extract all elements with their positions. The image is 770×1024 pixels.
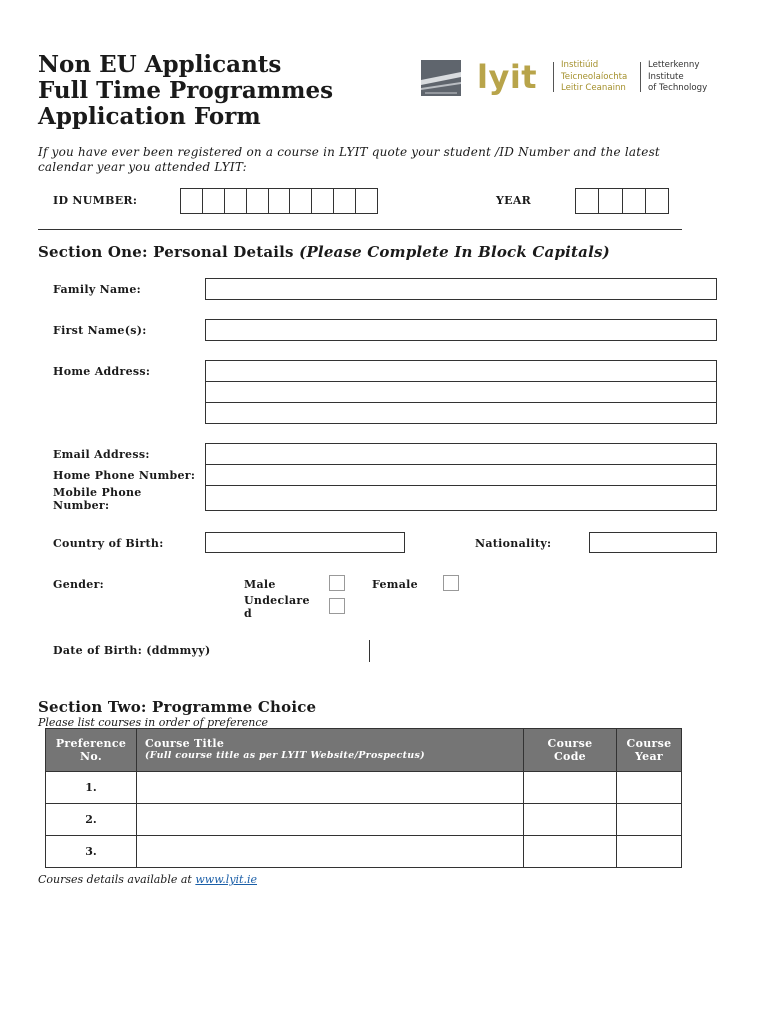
courses-footer-text: Courses details available at [38, 873, 196, 886]
logo-english-line-1: Letterkenny [648, 60, 700, 70]
country-of-birth-field[interactable] [205, 532, 405, 553]
course-year-header-line-1: Course [626, 737, 672, 750]
undeclared-label [244, 594, 310, 620]
course-title-cell[interactable] [137, 804, 524, 836]
home-address-label: Home Address: [53, 365, 151, 378]
course-code-cell[interactable] [524, 804, 617, 836]
preference-number: 3. [46, 836, 137, 868]
country-of-birth-label: Country of Birth: [53, 537, 164, 550]
title-line-1: Non EU Applicants [38, 51, 282, 78]
section-two-heading: Section Two: Programme Choice [38, 698, 317, 716]
year-digit-box[interactable] [599, 189, 622, 213]
logo-irish-line-1: Institiúid [561, 60, 599, 70]
gender-label: Gender: [53, 578, 105, 591]
id-digit-box[interactable] [356, 189, 377, 213]
year-boxes[interactable] [575, 188, 669, 214]
id-number-boxes[interactable] [180, 188, 378, 214]
year-digit-box[interactable] [623, 189, 646, 213]
table-row [46, 836, 682, 868]
course-title-cell[interactable] [137, 836, 524, 868]
course-year-cell[interactable] [617, 836, 682, 868]
table-row [46, 804, 682, 836]
id-digit-box[interactable] [247, 189, 269, 213]
undeclared-checkbox[interactable] [329, 598, 345, 614]
nationality-field[interactable] [589, 532, 717, 553]
dob-field[interactable] [369, 640, 370, 662]
section-one-heading [38, 243, 610, 261]
table-header-row [46, 729, 682, 772]
course-code-cell[interactable] [524, 836, 617, 868]
lyit-website-link[interactable]: www.lyit.ie [195, 873, 257, 886]
preference-number: 2. [46, 804, 137, 836]
course-year-header-line-2: Year [634, 750, 664, 763]
preference-header-line-2: No. [80, 750, 102, 763]
email-label: Email Address: [53, 448, 150, 461]
logo-english-line-3: of Technology [648, 83, 708, 93]
logo-irish-text [561, 60, 627, 95]
year-digit-box[interactable] [646, 189, 668, 213]
home-address-line-2[interactable] [205, 381, 717, 403]
nationality-label: Nationality: [475, 537, 552, 550]
home-phone-label: Home Phone Number: [53, 469, 196, 482]
first-name-label: First Name(s): [53, 324, 147, 337]
course-year-column-header [617, 729, 682, 772]
course-title-column-header [137, 729, 524, 772]
lyit-wordmark: lyit [477, 58, 538, 96]
logo-irish-line-2: Teicneolaíochta [561, 71, 628, 82]
year-digit-box[interactable] [576, 189, 599, 213]
logo-divider [553, 62, 554, 92]
mobile-phone-label [53, 486, 142, 512]
course-title-cell[interactable] [137, 772, 524, 804]
male-checkbox[interactable] [329, 575, 345, 591]
first-name-field[interactable] [205, 319, 717, 341]
section-divider [38, 229, 682, 230]
id-number-label: ID NUMBER: [53, 194, 138, 207]
id-digit-box[interactable] [290, 189, 312, 213]
title-line-2: Full Time Programmes [38, 77, 334, 104]
id-digit-box[interactable] [269, 189, 291, 213]
undeclared-label-line-1: Undeclare [244, 594, 310, 607]
id-digit-box[interactable] [203, 189, 225, 213]
section-two-subheading: Please list courses in order of preference [38, 716, 269, 729]
course-code-header-line-1: Course [547, 737, 593, 750]
title-line-3: Application Form [38, 103, 261, 130]
programme-choice-table [45, 728, 682, 868]
mobile-phone-label-line-2: Number: [53, 499, 110, 512]
logo-english-text [648, 60, 707, 95]
courses-footer [38, 873, 257, 886]
preference-number: 1. [46, 772, 137, 804]
logo-divider-2 [640, 62, 641, 92]
mobile-phone-label-line-1: Mobile Phone [53, 486, 142, 499]
table-row [46, 772, 682, 804]
id-digit-box[interactable] [334, 189, 356, 213]
id-digit-box[interactable] [225, 189, 247, 213]
home-phone-field[interactable] [205, 464, 717, 486]
course-code-cell[interactable] [524, 772, 617, 804]
course-year-cell[interactable] [617, 804, 682, 836]
course-code-header-line-2: Code [554, 750, 586, 763]
dob-label: Date of Birth: (ddmmyy) [53, 644, 211, 657]
intro-text: If you have ever been registered on a course in LYIT quote your student /ID Number and the latest calendar year you attended LYIT: [38, 145, 660, 174]
female-label: Female [372, 578, 418, 591]
female-checkbox[interactable] [443, 575, 459, 591]
course-title-header: Course Title [145, 737, 225, 750]
page-title [38, 52, 333, 130]
course-code-column-header [524, 729, 617, 772]
section-one-title: Section One: Personal Details [38, 243, 294, 261]
section-one-note: (Please Complete In Block Capitals) [299, 243, 610, 261]
id-digit-box[interactable] [181, 189, 203, 213]
course-year-cell[interactable] [617, 772, 682, 804]
home-address-line-1[interactable] [205, 360, 717, 382]
preference-column-header [46, 729, 137, 772]
family-name-field[interactable] [205, 278, 717, 300]
email-field[interactable] [205, 443, 717, 465]
course-title-note: (Full course title as per LYIT Website/Prospectus) [145, 750, 425, 761]
family-name-label: Family Name: [53, 283, 142, 296]
lyit-emblem-icon [421, 60, 461, 96]
home-address-line-3[interactable] [205, 402, 717, 424]
male-label: Male [244, 578, 276, 591]
logo-english-line-2: Institute [648, 71, 684, 82]
preference-header-line-1: Preference [55, 737, 127, 750]
year-label: YEAR [496, 194, 532, 207]
mobile-phone-field[interactable] [205, 485, 717, 511]
logo-irish-line-3: Leitir Ceanainn [561, 83, 626, 93]
undeclared-label-line-2: d [244, 607, 252, 620]
id-digit-box[interactable] [312, 189, 334, 213]
